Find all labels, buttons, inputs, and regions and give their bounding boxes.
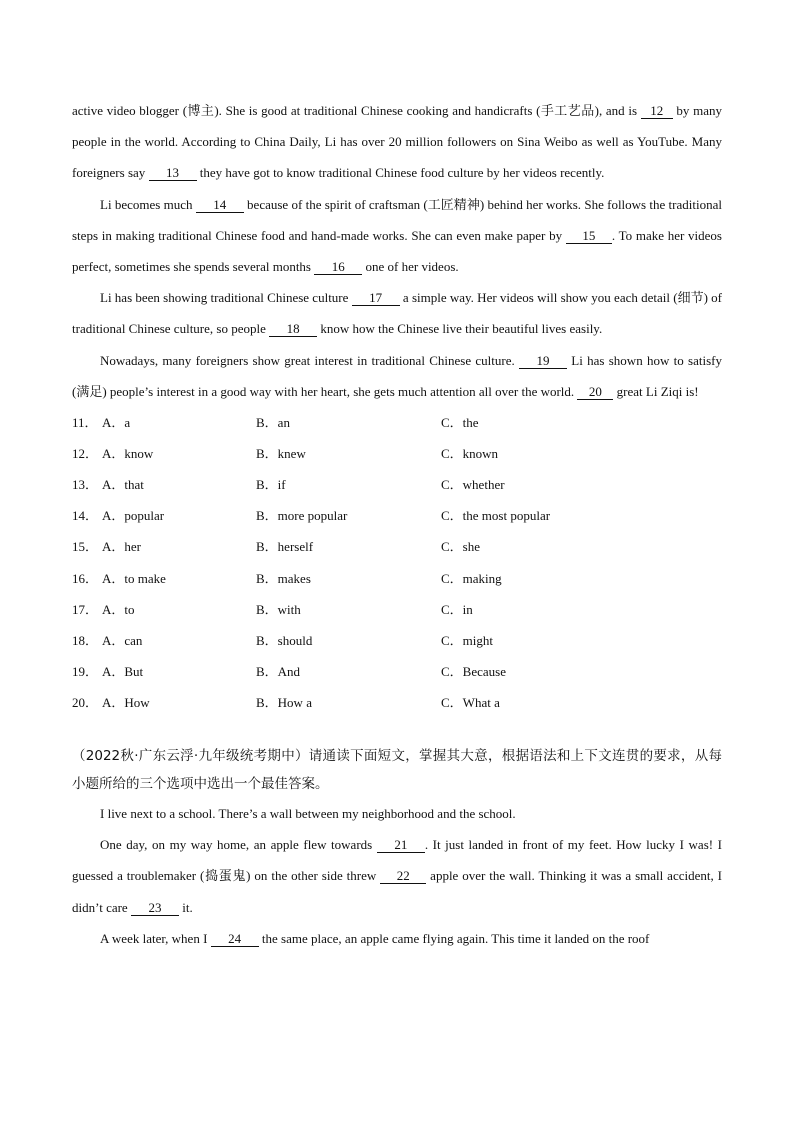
question-number: 15．	[72, 539, 99, 555]
option-a[interactable]: A．popular	[102, 508, 165, 524]
option-b[interactable]: B．And	[256, 663, 301, 679]
option-c[interactable]: C．known	[441, 446, 499, 462]
blank-24[interactable]: 24	[211, 931, 259, 947]
option-b[interactable]: B．How a	[256, 694, 312, 710]
question-number: 16．	[72, 570, 99, 586]
option-row	[72, 563, 722, 594]
question-number: 12．	[72, 446, 99, 462]
blank-13[interactable]: 13	[149, 165, 197, 181]
option-c[interactable]: C．making	[441, 570, 502, 586]
option-row	[72, 469, 722, 500]
option-c[interactable]: C．might	[441, 632, 494, 648]
blank-15[interactable]: 15	[566, 228, 612, 244]
option-c[interactable]: C．in	[441, 601, 473, 617]
option-b[interactable]: B．should	[256, 632, 313, 648]
option-a[interactable]: A．How	[102, 694, 150, 710]
blank-16[interactable]: 16	[314, 259, 362, 275]
option-b[interactable]: B．makes	[256, 570, 311, 586]
option-row	[72, 500, 722, 531]
option-a[interactable]: A．But	[102, 663, 144, 679]
blank-22[interactable]: 22	[380, 868, 426, 884]
option-a[interactable]: A．that	[102, 477, 144, 493]
option-row	[72, 407, 722, 438]
document-page	[72, 95, 722, 954]
option-b[interactable]: B．with	[256, 601, 301, 617]
option-a[interactable]: A．to make	[102, 570, 166, 586]
blank-17[interactable]: 17	[352, 290, 400, 306]
passage1-paragraph3: Li has been showing traditional Chinese culture 17 a simple way. Her videos will show you each detail (细节) of traditional Chinese culture, so people 18 know how the Chinese live their beautiful lives easily.	[72, 290, 722, 337]
option-row	[72, 656, 722, 687]
option-row	[72, 625, 722, 656]
option-c[interactable]: C．What a	[441, 694, 500, 710]
option-b[interactable]: B．if	[256, 477, 286, 493]
option-a[interactable]: A．to	[102, 601, 135, 617]
option-row	[72, 594, 722, 625]
option-c[interactable]: C．Because	[441, 663, 506, 679]
blank-14[interactable]: 14	[196, 197, 244, 213]
question-number: 18．	[72, 632, 99, 648]
option-c[interactable]: C．whether	[441, 477, 505, 493]
question-number: 20．	[72, 694, 99, 710]
blank-12[interactable]: 12	[641, 103, 673, 119]
question-number: 17．	[72, 601, 99, 617]
option-a[interactable]: A．her	[102, 539, 141, 555]
blank-18[interactable]: 18	[269, 321, 317, 337]
passage1-paragraph4: Nowadays, many foreigners show great interest in traditional Chinese culture. 19 Li has shown how to satisfy (满足) people’s interest in a good way with her heart, she gets much attention all over the world. 20 great Li Ziqi is!	[72, 352, 722, 399]
passage2-paragraph2: One day, on my way home, an apple flew towards 21 . It just landed in front of my feet. How lucky I was! I guessed a troublemaker (捣蛋鬼) on the other side threw 22 apple over the wall. Thinking it was a small accident, I didn’t care 23 it.	[72, 837, 723, 915]
section-gap	[72, 718, 722, 742]
question-number: 19．	[72, 663, 99, 679]
option-c[interactable]: C．the most popular	[441, 508, 551, 524]
option-a[interactable]: A．a	[102, 415, 131, 431]
blank-20[interactable]: 20	[577, 384, 613, 400]
option-c[interactable]: C．the	[441, 415, 479, 431]
option-c[interactable]: C．she	[441, 539, 481, 555]
question-number: 14．	[72, 508, 99, 524]
option-row	[72, 531, 722, 562]
passage2-paragraph3: A week later, when I 24 the same place, an apple came flying again. This time it landed on the roof	[100, 930, 650, 946]
option-a[interactable]: A．can	[102, 632, 143, 648]
option-a[interactable]: A．know	[102, 446, 154, 462]
passage1-paragraph1: active video blogger (博主). She is good at traditional Chinese cooking and handicrafts (手工艺品), and is 12 by many people in the world. According to China Daily, Li has over 20 million followers on Sina Weibo as well as YouTube. Many foreigners say 13 they have got to know traditional Chinese food culture by her videos recently.	[72, 103, 722, 181]
answer-options	[72, 407, 722, 718]
option-b[interactable]: B．an	[256, 415, 290, 431]
option-row	[72, 687, 722, 718]
option-row	[72, 438, 722, 469]
passage2-paragraph1: I live next to a school. There’s a wall between my neighborhood and the school.	[100, 805, 516, 821]
passage1-paragraph2: Li becomes much 14 because of the spirit of craftsman (工匠精神) behind her works. She follows the traditional steps in making traditional Chinese food and hand-made works. She can even make paper by 15 . To make her videos perfect, sometimes she spends several months 16 one of her videos.	[72, 196, 722, 275]
option-b[interactable]: B．more popular	[256, 508, 348, 524]
question-number: 11．	[72, 415, 98, 431]
blank-23[interactable]: 23	[131, 900, 179, 916]
option-b[interactable]: B．knew	[256, 446, 306, 462]
question-number: 13．	[72, 477, 99, 493]
option-b[interactable]: B．herself	[256, 539, 314, 555]
blank-19[interactable]: 19	[519, 353, 567, 369]
section2-instructions: （2022秋·广东云浮·九年级统考期中）请通读下面短文，掌握其大意，根据语法和上下文连贯的要求，从每小题所给的三个选项中选出一个最佳答案。	[72, 747, 722, 792]
blank-21[interactable]: 21	[377, 837, 425, 853]
